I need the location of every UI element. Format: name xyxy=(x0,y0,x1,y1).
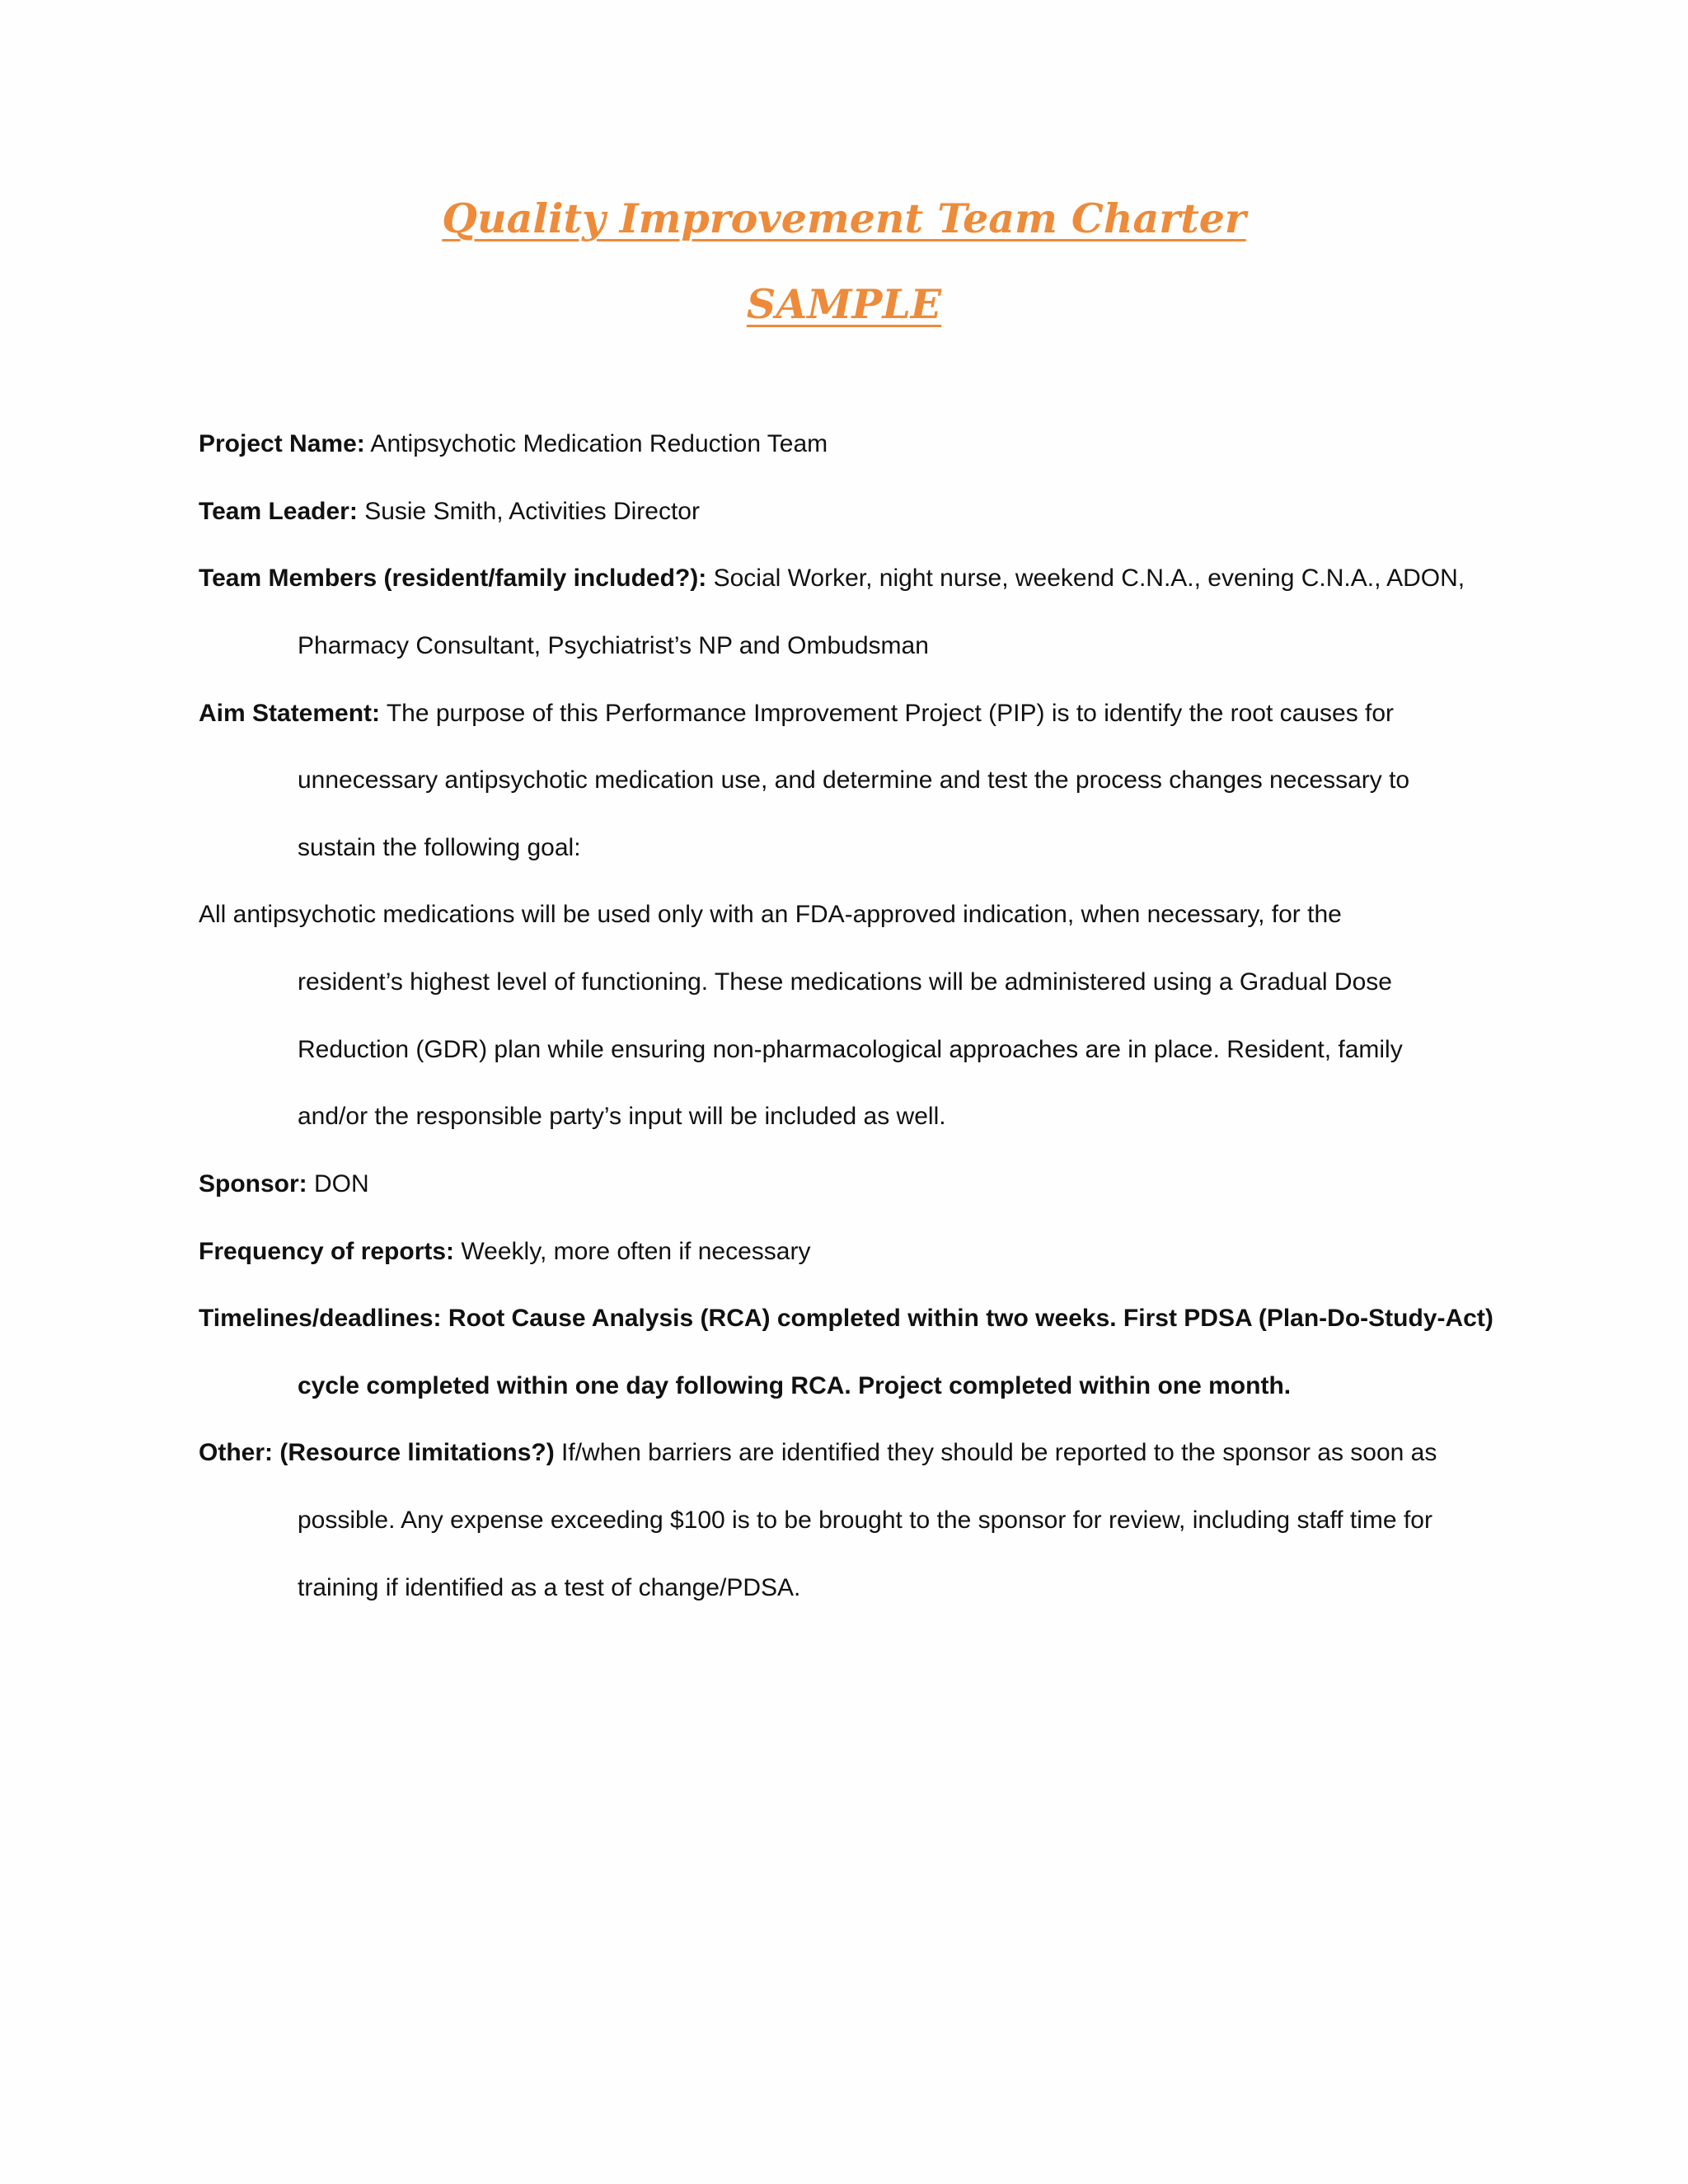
sponsor-label: Sponsor: xyxy=(199,1170,307,1197)
frequency-row xyxy=(199,1218,1534,1286)
timelines-value: Root Cause Analysis (RCA) completed within two weeks. First PDSA (Plan-Do-Study-Act) xyxy=(441,1305,1493,1332)
aim-statement-row xyxy=(199,680,1534,748)
frequency-label: Frequency of reports: xyxy=(199,1238,455,1265)
document-title: Quality Improvement Team Charter xyxy=(442,194,1246,242)
other-value: If/when barriers are identified they should be reported to the sponsor as soon as xyxy=(554,1439,1437,1466)
goal-line2: resident’s highest level of functioning. These medications will be administered using a Gradual Dose xyxy=(298,968,1392,996)
team-members-row xyxy=(199,545,1534,612)
team-members-label: Team Members (resident/family included?): xyxy=(199,565,707,592)
team-members-value: Social Worker, night nurse, weekend C.N.A., evening C.N.A., ADON, xyxy=(706,565,1465,592)
sponsor-value: DON xyxy=(307,1170,369,1197)
other-label: Other: (Resource limitations?) xyxy=(199,1439,555,1466)
project-name-value: Antipsychotic Medication Reduction Team xyxy=(364,430,828,457)
aim-statement-line2: unnecessary antipsychotic medication use, and determine and test the process changes necessary to xyxy=(298,766,1410,794)
other-row xyxy=(199,1419,1534,1487)
goal-line4: and/or the responsible party’s input will be included as well. xyxy=(298,1103,946,1130)
project-name-row xyxy=(199,410,1534,478)
team-leader-value: Susie Smith, Activities Director xyxy=(357,498,700,525)
aim-statement-value: The purpose of this Performance Improvement Project (PIP) is to identify the root causes for xyxy=(380,700,1395,727)
other-line2: possible. Any expense exceeding $100 is to be brought to the sponsor for review, including staff time for xyxy=(298,1507,1432,1534)
project-name-label: Project Name: xyxy=(199,430,365,457)
timelines-continuation: cycle completed within one day following RCA. Project completed within one month. xyxy=(298,1372,1292,1399)
sponsor-row xyxy=(199,1151,1534,1218)
goal-line3: Reduction (GDR) plan while ensuring non-pharmacological approaches are in place. Resident, family xyxy=(298,1036,1403,1063)
team-leader-label: Team Leader: xyxy=(199,498,358,525)
aim-statement-label: Aim Statement: xyxy=(199,700,381,727)
frequency-value: Weekly, more often if necessary xyxy=(454,1238,811,1265)
goal-line1: All antipsychotic medications will be used only with an FDA-approved indication, when necessary, for the xyxy=(199,901,1342,928)
team-leader-row xyxy=(199,478,1534,546)
document-subtitle: SAMPLE xyxy=(746,280,942,328)
aim-statement-line3: sustain the following goal: xyxy=(298,834,581,861)
team-members-continuation: Pharmacy Consultant, Psychiatrist’s NP and Ombudsman xyxy=(298,632,929,659)
timelines-row xyxy=(199,1285,1534,1352)
other-line3: training if identified as a test of change/PDSA. xyxy=(298,1574,801,1601)
timelines-label: Timelines/deadlines: xyxy=(199,1305,442,1332)
